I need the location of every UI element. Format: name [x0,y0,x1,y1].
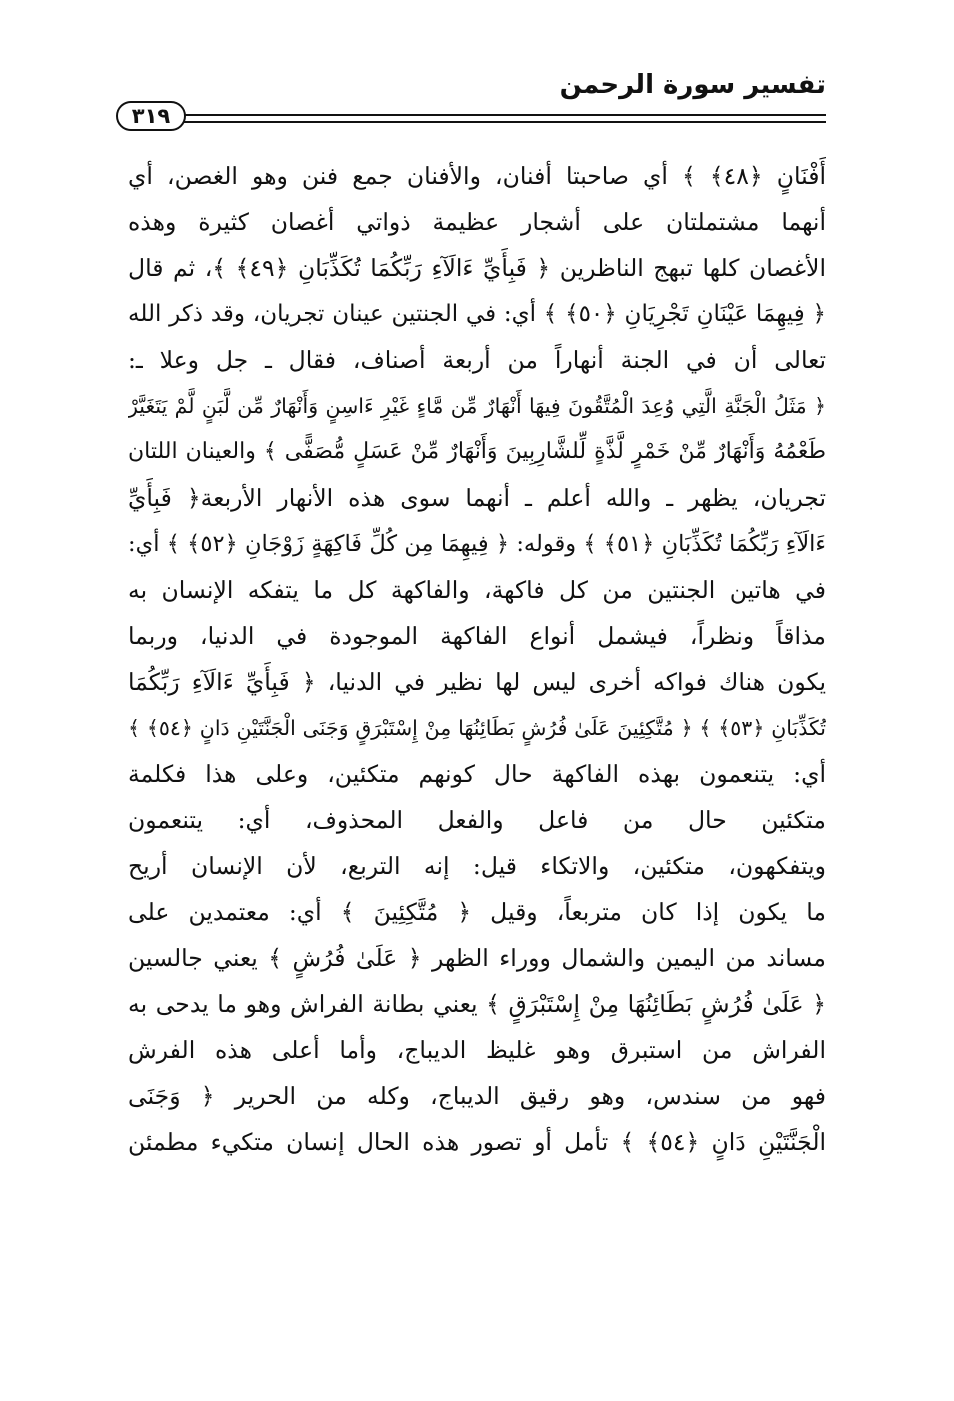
text-line: أَفْنَانٍ ﴿٤٨﴾ ﴾ أي صاحبتا أفنان، والأفنان جمع فنن وهو الغصن، أي [128,162,826,190]
text-line: متكئين حال من فاعل والفعل المحذوف، أي: يتنعمون [128,806,826,834]
text-line: فهو من سندس، وهو رقيق الديباج، وكله من الحرير ﴿ وَجَنَى [128,1082,826,1110]
quran-verse-line: ﴿ مَثَلُ الْجَنَّةِ الَّتِي وُعِدَ الْمُتَّقُونَ فِيهَا أَنْهَارٌ مِّن مَّاءٍ غَيْرِ ءَاسِنٍ وَأَنْهَارٌ مِّن لَّبَنٍ لَّمْ يَتَغَيَّرْ [128,394,826,418]
text-line: مذاقاً ونظراً، فيشمل أنواع الفاكهة الموجودة في الدنيا، وربما [128,622,826,650]
text-line: ﴿ فِيهِمَا عَيْنَانِ تَجْرِيَانِ ﴿٥٠﴾ ﴾ أي: في الجنتين عينان تجريان، وقد ذكر الله [128,301,826,327]
text-line: في هاتين الجنتين من كل فاكهة، والفاكهة كل ما يتفكه الإنسان به [128,576,826,604]
header-rule [184,114,826,116]
quran-verse-line: طَعْمُهُ وَأَنْهَارٌ مِّنْ خَمْرٍ لَّذَّةٍ لِّلشَّارِبِينَ وَأَنْهَارٌ مِّنْ عَسَلٍ مُّصَفًّى ﴾ والعينان اللتان [128,439,826,464]
text-line: الفراش من استبرق وهو غليظ الديباج، وأما أعلى هذه الفرش [128,1036,826,1064]
text-line: ويتفكهون، متكئين، والاتكاء قيل: إنه التربع، لأن الإنسان أريح [128,852,826,880]
text-line: تجريان، يظهر ـ والله أعلم ـ أنهما سوى هذه الأنهار الأربعة﴿ فَبِأَيِّ [128,484,826,512]
page-number: ٣١٩ [116,101,186,131]
text-line: الأغصان كلها تبهج الناظرين ﴿ فَبِأَيِّ ءَالَآءِ رَبِّكُمَا تُكَذِّبَانِ ﴿٤٩﴾ ﴾، ثم قال [128,254,826,282]
text-line: مساند من اليمين والشمال ووراء الظهر ﴿ عَلَىٰ فُرُشٍ ﴾ يعني جالسين [128,944,826,972]
text-line: يكون هناك فواكه أخرى ليس لها نظير في الدنيا، ﴿ فَبِأَيِّ ءَالَآءِ رَبِّكُمَا [128,668,826,696]
text-line: أنهما مشتملتان على أشجار عظيمة ذواتي أغصان كثيرة وهذه [128,208,826,236]
text-line: الْجَنَّتَيْنِ دَانٍ ﴿٥٤﴾ ﴾ تأمل أو تصور هذه الحال إنسان متكيء مطمئن [128,1128,826,1156]
text-line: ما يكون إذا كان متربعاً، وقيل ﴿ مُتَّكِئِينَ ﴾ أي: معتمدين على [128,898,826,926]
quran-verse-line: تُكَذِّبَانِ ﴿٥٣﴾ ﴾ ﴿ مُتَّكِئِينَ عَلَىٰ فُرُشٍ بَطَائِنُهَا مِنْ إِسْتَبْرَقٍ وَجَنَى الْجَنَّتَيْنِ دَانٍ ﴿٥٤﴾ ﴾ [128,716,826,740]
text-line: ءَالَآءِ رَبِّكُمَا تُكَذِّبَانِ ﴿٥١﴾ ﴾ وقوله: ﴿ فِيهِمَا مِن كُلِّ فَاكِهَةٍ زَوْجَانِ ﴿٥٢﴾ ﴾ أي: [128,531,826,557]
text-line: تعالى أن في الجنة أنهاراً من أربعة أصناف، فقال ـ جل وعلا ـ: [128,346,826,374]
text-line: أي: يتنعمون بهذه الفاكهة حال كونهم متكئين، وعلى هذا فكلمة [128,760,826,788]
text-line: ﴿ عَلَىٰ فُرُشٍ بَطَائِنُهَا مِنْ إِسْتَبْرَقٍ ﴾ يعني بطانة الفراش وهو ما يدحى به [128,990,826,1018]
header-rule-double [184,121,826,123]
page-header [0,0,954,140]
running-title: تفسير سورة الرحمن [559,70,826,100]
body-text [128,153,826,1165]
